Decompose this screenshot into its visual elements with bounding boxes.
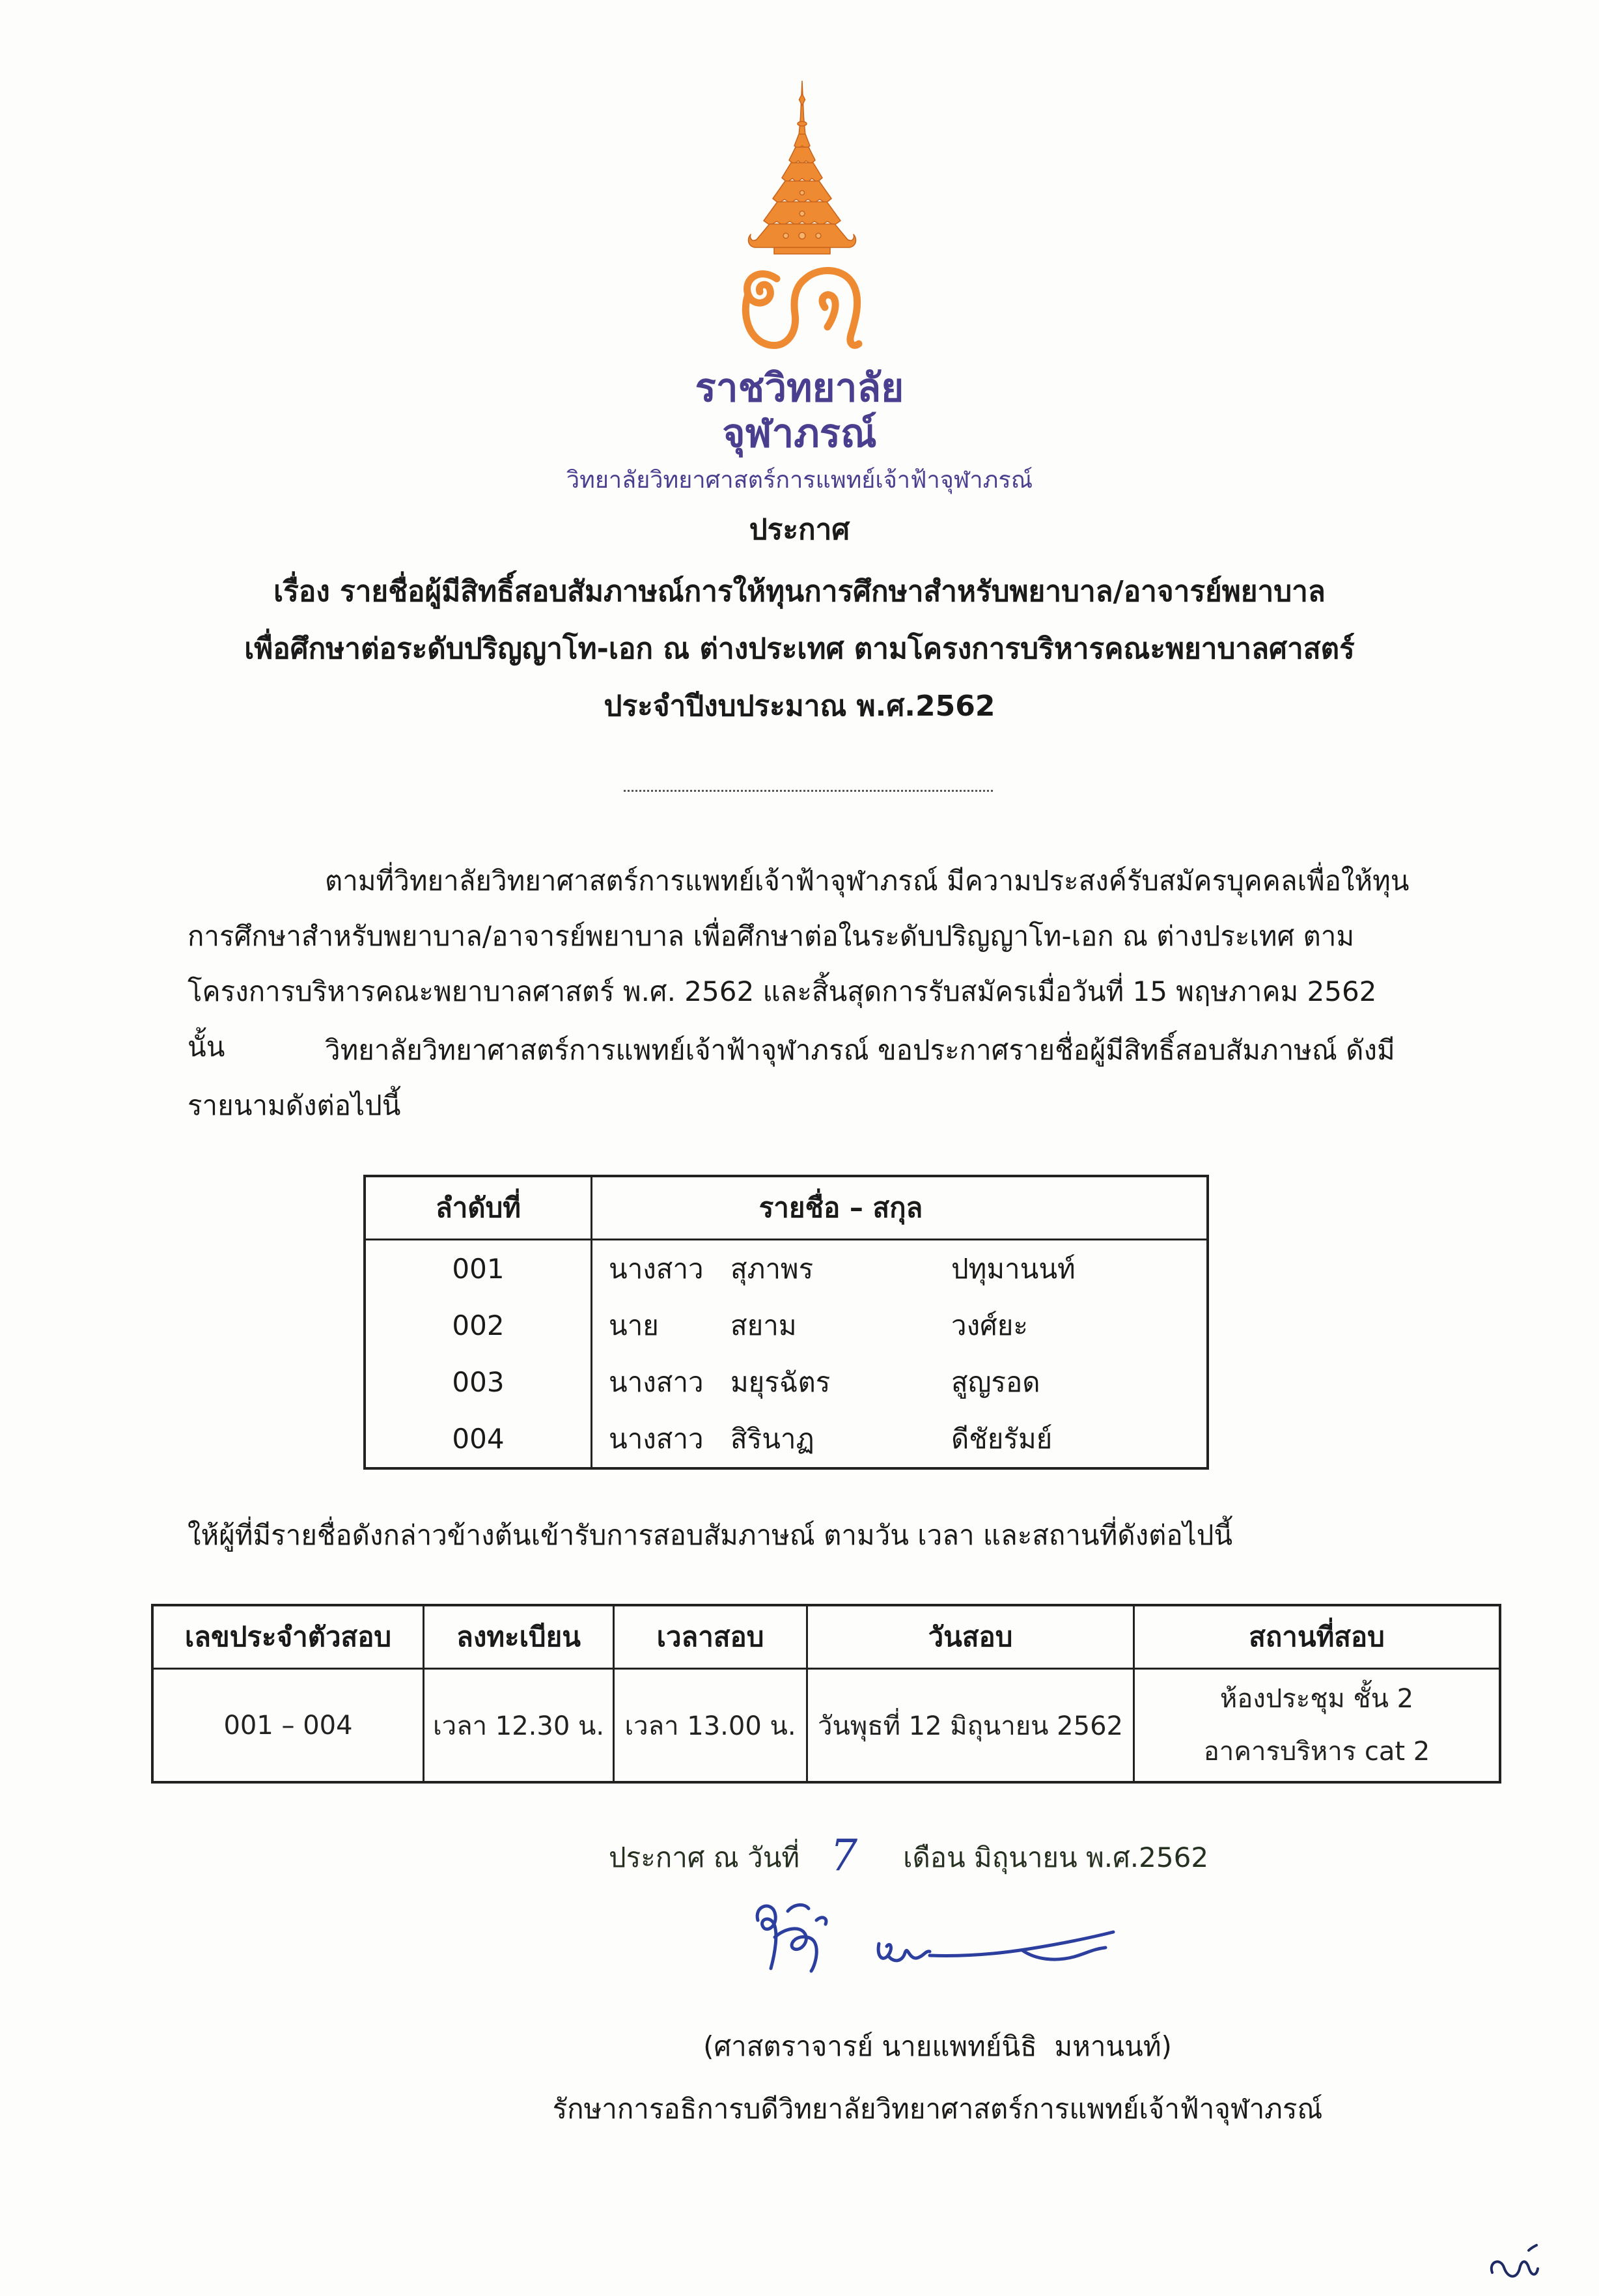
org-subtitle: วิทยาลัยวิทยาศาสตร์การแพทย์เจ้าฟ้าจุฬาภรณ์ bbox=[566, 467, 1033, 494]
signatory-name: (ศาสตราจารย์ นายแพทย์นิธิ มหานนท์) bbox=[703, 2030, 1172, 2062]
body-paragraph: วิทยาลัยวิทยาศาสตร์การแพทย์เจ้าฟ้าจุฬาภรณ์ ขอประกาศรายชื่อผู้มีสิทธิ์สอบสัมภาษณ์ ดังมีรายนามดังต่อไปนี้ bbox=[188, 1034, 1395, 1121]
header-registration: ลงทะเบียน bbox=[424, 1606, 615, 1670]
table-row bbox=[366, 1240, 1206, 1297]
interview-schedule-table bbox=[151, 1604, 1501, 1784]
handwritten-page-mark-icon bbox=[1486, 2240, 1544, 2292]
issue-month-year: เดือน มิถุนายน พ.ศ.2562 bbox=[903, 1841, 1209, 1873]
announcement-heading: ประกาศ bbox=[749, 513, 850, 546]
handwritten-signature-icon bbox=[749, 1892, 1126, 1983]
announcement-subject bbox=[0, 563, 1599, 735]
crown-monogram-emblem-icon bbox=[714, 72, 890, 358]
crown-spire bbox=[798, 81, 807, 135]
registration-time-cell: เวลา 12.30 น. bbox=[424, 1670, 615, 1781]
table-row bbox=[366, 1410, 1206, 1467]
subject-line: เพื่อศึกษาต่อระดับปริญญาโท-เอก ณ ต่างประเทศ ตามโครงการบริหารคณะพยาบาลศาสตร์ bbox=[244, 632, 1355, 665]
candidate-last-name: สูญรอด bbox=[951, 1365, 1040, 1398]
issue-day-handwritten: 7 bbox=[830, 1830, 858, 1881]
candidate-title: นาย bbox=[609, 1309, 659, 1341]
candidate-number: 002 bbox=[366, 1297, 592, 1354]
issue-date-line bbox=[609, 1830, 1208, 1885]
candidate-title: นางสาว bbox=[609, 1365, 704, 1398]
subject-line: เรื่อง รายชื่อผู้มีสิทธิ์สอบสัมภาษณ์การให้ทุนการศึกษาสำหรับพยาบาล/อาจารย์พยาบาล bbox=[273, 575, 1326, 608]
candidate-number: 003 bbox=[366, 1354, 592, 1410]
candidate-first-name: สุภาพร bbox=[730, 1252, 814, 1285]
header-exam-date: วันสอบ bbox=[808, 1606, 1135, 1670]
location-line: ห้องประชุม ชั้น 2 bbox=[1219, 1683, 1414, 1714]
dotted-divider bbox=[624, 790, 993, 792]
monogram bbox=[745, 271, 859, 346]
header-exam-time: เวลาสอบ bbox=[615, 1606, 808, 1670]
table-row bbox=[154, 1670, 1499, 1781]
exam-time-cell: เวลา 13.00 น. bbox=[615, 1670, 808, 1781]
schedule-header-row bbox=[154, 1606, 1499, 1670]
candidate-last-name: ดีชัยรัมย์ bbox=[951, 1422, 1053, 1455]
crown-tiers bbox=[749, 134, 856, 254]
body-paragraph: ตามที่วิทยาลัยวิทยาศาสตร์การแพทย์เจ้าฟ้าจุฬาภรณ์ มีความประสงค์รับสมัครบุคคลเพื่อให้ทุนการศึกษาสำหรับพยาบาล/อาจารย์พยาบาล เพื่อศึกษาต่อในระดับปริญญาโท-เอก ณ ต่างประเทศ ตามโครงการบริหารคณะพยาบาลศาสตร์ พ.ศ. 2562 และสิ้นสุดการรับสมัครเมื่อวันที่ 15 พฤษภาคม 2562 นั้น bbox=[188, 865, 1410, 1063]
location-line: อาคารบริหาร cat 2 bbox=[1203, 1736, 1430, 1767]
candidate-last-name: ปทุมานนท์ bbox=[951, 1252, 1076, 1285]
location-cell bbox=[1135, 1670, 1499, 1781]
candidate-title: นางสาว bbox=[609, 1252, 704, 1285]
exam-date-cell: วันพุธที่ 12 มิถุนายน 2562 bbox=[808, 1670, 1135, 1781]
candidate-first-name: มยุรฉัตร bbox=[730, 1365, 831, 1398]
header-location: สถานที่สอบ bbox=[1135, 1606, 1499, 1670]
candidate-last-name: วงศ์ยะ bbox=[951, 1309, 1028, 1341]
candidates-table bbox=[363, 1175, 1209, 1470]
header-order-number: ลำดับที่ bbox=[366, 1177, 592, 1240]
schedule-intro: ให้ผู้ที่มีรายชื่อดังกล่าวข้างต้นเข้ารับการสอบสัมภาษณ์ ตามวัน เวลา และสถานที่ดังต่อไปนี้ bbox=[188, 1519, 1233, 1551]
org-name-line-2: จุฬาภรณ์ bbox=[722, 411, 877, 456]
exam-ids-cell: 001 – 004 bbox=[154, 1670, 424, 1781]
subject-line: ประจำปีงบประมาณ พ.ศ.2562 bbox=[604, 690, 995, 723]
candidates-header-row bbox=[366, 1177, 1206, 1240]
candidate-first-name: สิรินาฏ bbox=[730, 1422, 814, 1455]
table-row bbox=[366, 1297, 1206, 1354]
candidate-first-name: สยาม bbox=[730, 1309, 797, 1341]
header-exam-ids: เลขประจำตัวสอบ bbox=[154, 1606, 424, 1670]
header-full-name: รายชื่อ – สกุล bbox=[592, 1177, 1206, 1240]
org-name-line-1: ราชวิทยาลัย bbox=[695, 365, 904, 411]
table-row bbox=[366, 1354, 1206, 1410]
signatory-position: รักษาการอธิการบดีวิทยาลัยวิทยาศาสตร์การแพทย์เจ้าฟ้าจุฬาภรณ์ bbox=[552, 2093, 1323, 2125]
candidate-number: 001 bbox=[366, 1240, 592, 1297]
issue-date-prefix: ประกาศ ณ วันที่ bbox=[609, 1841, 800, 1873]
candidate-number: 004 bbox=[366, 1410, 592, 1467]
candidate-title: นางสาว bbox=[609, 1422, 704, 1455]
